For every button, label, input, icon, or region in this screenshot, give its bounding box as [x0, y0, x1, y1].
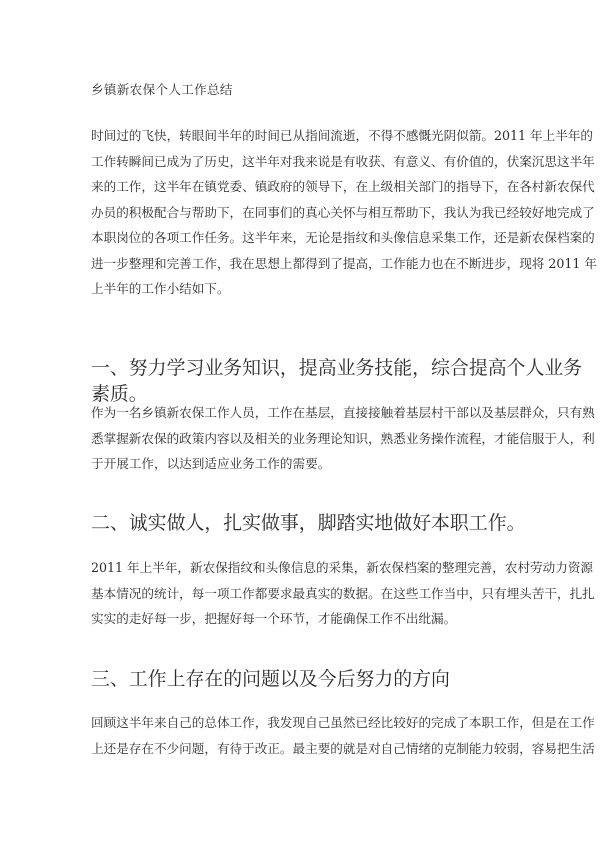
section1-paragraph: [91, 400, 595, 477]
intro-line: 办员的积极配合与帮助下，在同事们的真心关怀与相互帮助下，我认为我已经较好地完成了: [91, 204, 595, 220]
section2-line: 实实的走好每一步，把握好每一个环节，才能确保工作不出纰漏。: [91, 611, 457, 626]
section3-line: 回顾这半年来自己的总体工作，我发现自己虽然已经比较好的完成了本职工作，但是在工作: [91, 715, 595, 730]
section1-line: 悉掌握新农保的政策内容以及相关的业务理论知识，熟悉业务操作流程，才能信服于人，利: [91, 430, 595, 446]
intro-line: 工作转瞬间已成为了历史，这半年对我来说是有收获、有意义、有价值的，伏案沉思这半年: [91, 153, 595, 169]
section3-paragraph: [91, 710, 595, 761]
intro-line: 上半年的工作小结如下。: [91, 281, 230, 296]
section1-heading: 一、努力学习业务知识，提高业务技能，综合提高个人业务素质。: [91, 357, 583, 405]
intro-paragraph: [91, 123, 598, 302]
intro-line: 来的工作，这半年在镇党委、镇政府的领导下，在上级相关部门的指导下，在各村新农保代: [91, 179, 595, 194]
section1-line: 作为一名乡镇新农保工作人员，工作在基层，直接接触着基层村干部以及基层群众，只有熟: [91, 405, 595, 420]
section2-heading: 二、诚实做人，扎实做事，脚踏实地做好本职工作。: [91, 512, 526, 534]
intro-line: 时间过的飞快，转眼间半年的时间已从指间流逝，不得不感慨光阴似箭。2011 年上半年的: [91, 128, 594, 143]
section2-line: 2011 年上半年，新农保指纹和头像信息的采集，新农保档案的整理完善，农村劳动力资源: [91, 560, 594, 575]
section2-line: 基本情况的统计，每一项工作都要求最真实的数据。在这些工作当中，只有埋头苦干，扎扎: [91, 585, 595, 601]
section3-line: 上还是存在不少问题，有待于改正。最主要的就是对自己情绪的克制能力较弱，容易把生活: [91, 740, 595, 756]
section1-line: 于开展工作，以达到适应业务工作的需要。: [91, 456, 331, 471]
intro-line: 本职岗位的各项工作任务。这半年来，无论是指纹和头像信息采集工作，还是新农保档案的: [91, 230, 595, 245]
intro-line: 进一步整理和完善工作，我在思想上都得到了提高，工作能力也在不断进步，现将 2011 年: [91, 255, 598, 271]
section2-paragraph: [91, 555, 595, 632]
document-title: 乡镇新农保个人工作总结: [91, 82, 233, 97]
section3-heading: 三、工作上存在的问题以及今后努力的方向: [91, 668, 450, 690]
